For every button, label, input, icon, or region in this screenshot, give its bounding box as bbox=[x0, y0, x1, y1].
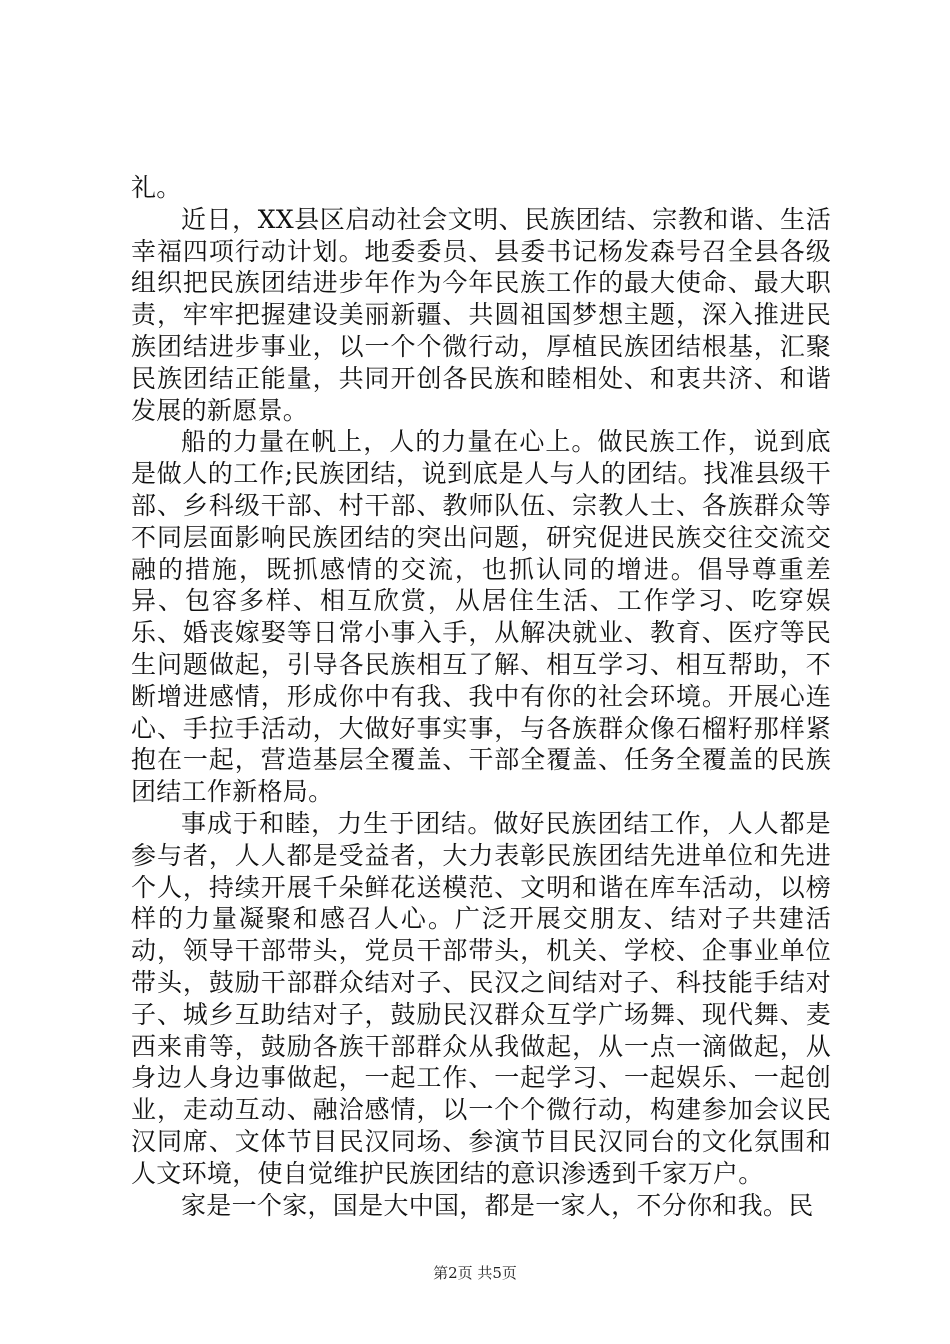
paragraph: 家是一个家，国是大中国，都是一家人，不分你和我。民 bbox=[181, 1190, 814, 1220]
paragraph: 事成于和睦，力生于团结。做好民族团结工作，人人都是参与者，人人都是受益者，大力表彰民族团结先进单位和先进个人，持续开展千朵鲜花送模范、文明和谐在库车活动，以榜样的力量凝聚和感召人心。广泛开展交朋友、结对子共建活动，领导干部带头，党员干部带头，机关、学校、企事业单位带头，鼓励干部群众结对子、民汉之间结对子、科技能手结对子、城乡互助结对子，鼓励民汉群众互学广场舞、现代舞、麦西来甫等，鼓励各族干部群众从我做起，从一点一滴做起，从身边人身边事做起，一起工作、一起学习、一起娱乐、一起创业，走动互动、融洽感情，以一个个微行动，构建参加会议民汉同席、文体节目民汉同场、参演节目民汉同台的文化氛围和人文环境，使自觉维护民族团结的意识渗透到千家万户。 bbox=[131, 808, 831, 1188]
page-footer: 第2页 共5页 bbox=[433, 1264, 517, 1282]
paragraph-continuation: 礼。 bbox=[131, 173, 182, 202]
paragraph: 船的力量在帆上，人的力量在心上。做民族工作，说到底是做人的工作;民族团结，说到底是人与人的团结。找准县级干部、乡科级干部、村干部、教师队伍、宗教人士、各族群众等不同层面影响民族团结的突出问题，研究促进民族交往交流交融的措施，既抓感情的交流，也抓认同的增进。倡导尊重差异、包容多样、相互欣赏，从居住生活、工作学习、吃穿娱乐、婚丧嫁娶等日常小事入手，从解决就业、教育、医疗等民生问题做起，引导各民族相互了解、相互学习、相互帮助，不断增进感情，形成你中有我、我中有你的社会环境。开展心连心、手拉手活动，大做好事实事，与各族群众像石榴籽那样紧抱在一起，营造基层全覆盖、干部全覆盖、任务全覆盖的民族团结工作新格局。 bbox=[131, 427, 831, 807]
document-body bbox=[131, 172, 831, 1221]
paragraph: 近日，XX县区启动社会文明、民族团结、宗教和谐、生活幸福四项行动计划。地委委员、县委书记杨发森号召全县各级组织把民族团结进步年作为今年民族工作的最大使命、最大职责，牢牢把握建设美丽新疆、共圆祖国梦想主题，深入推进民族团结进步事业，以一个个微行动，厚植民族团结根基，汇聚民族团结正能量，共同开创各民族和睦相处、和衷共济、和谐发展的新愿景。 bbox=[131, 204, 831, 425]
